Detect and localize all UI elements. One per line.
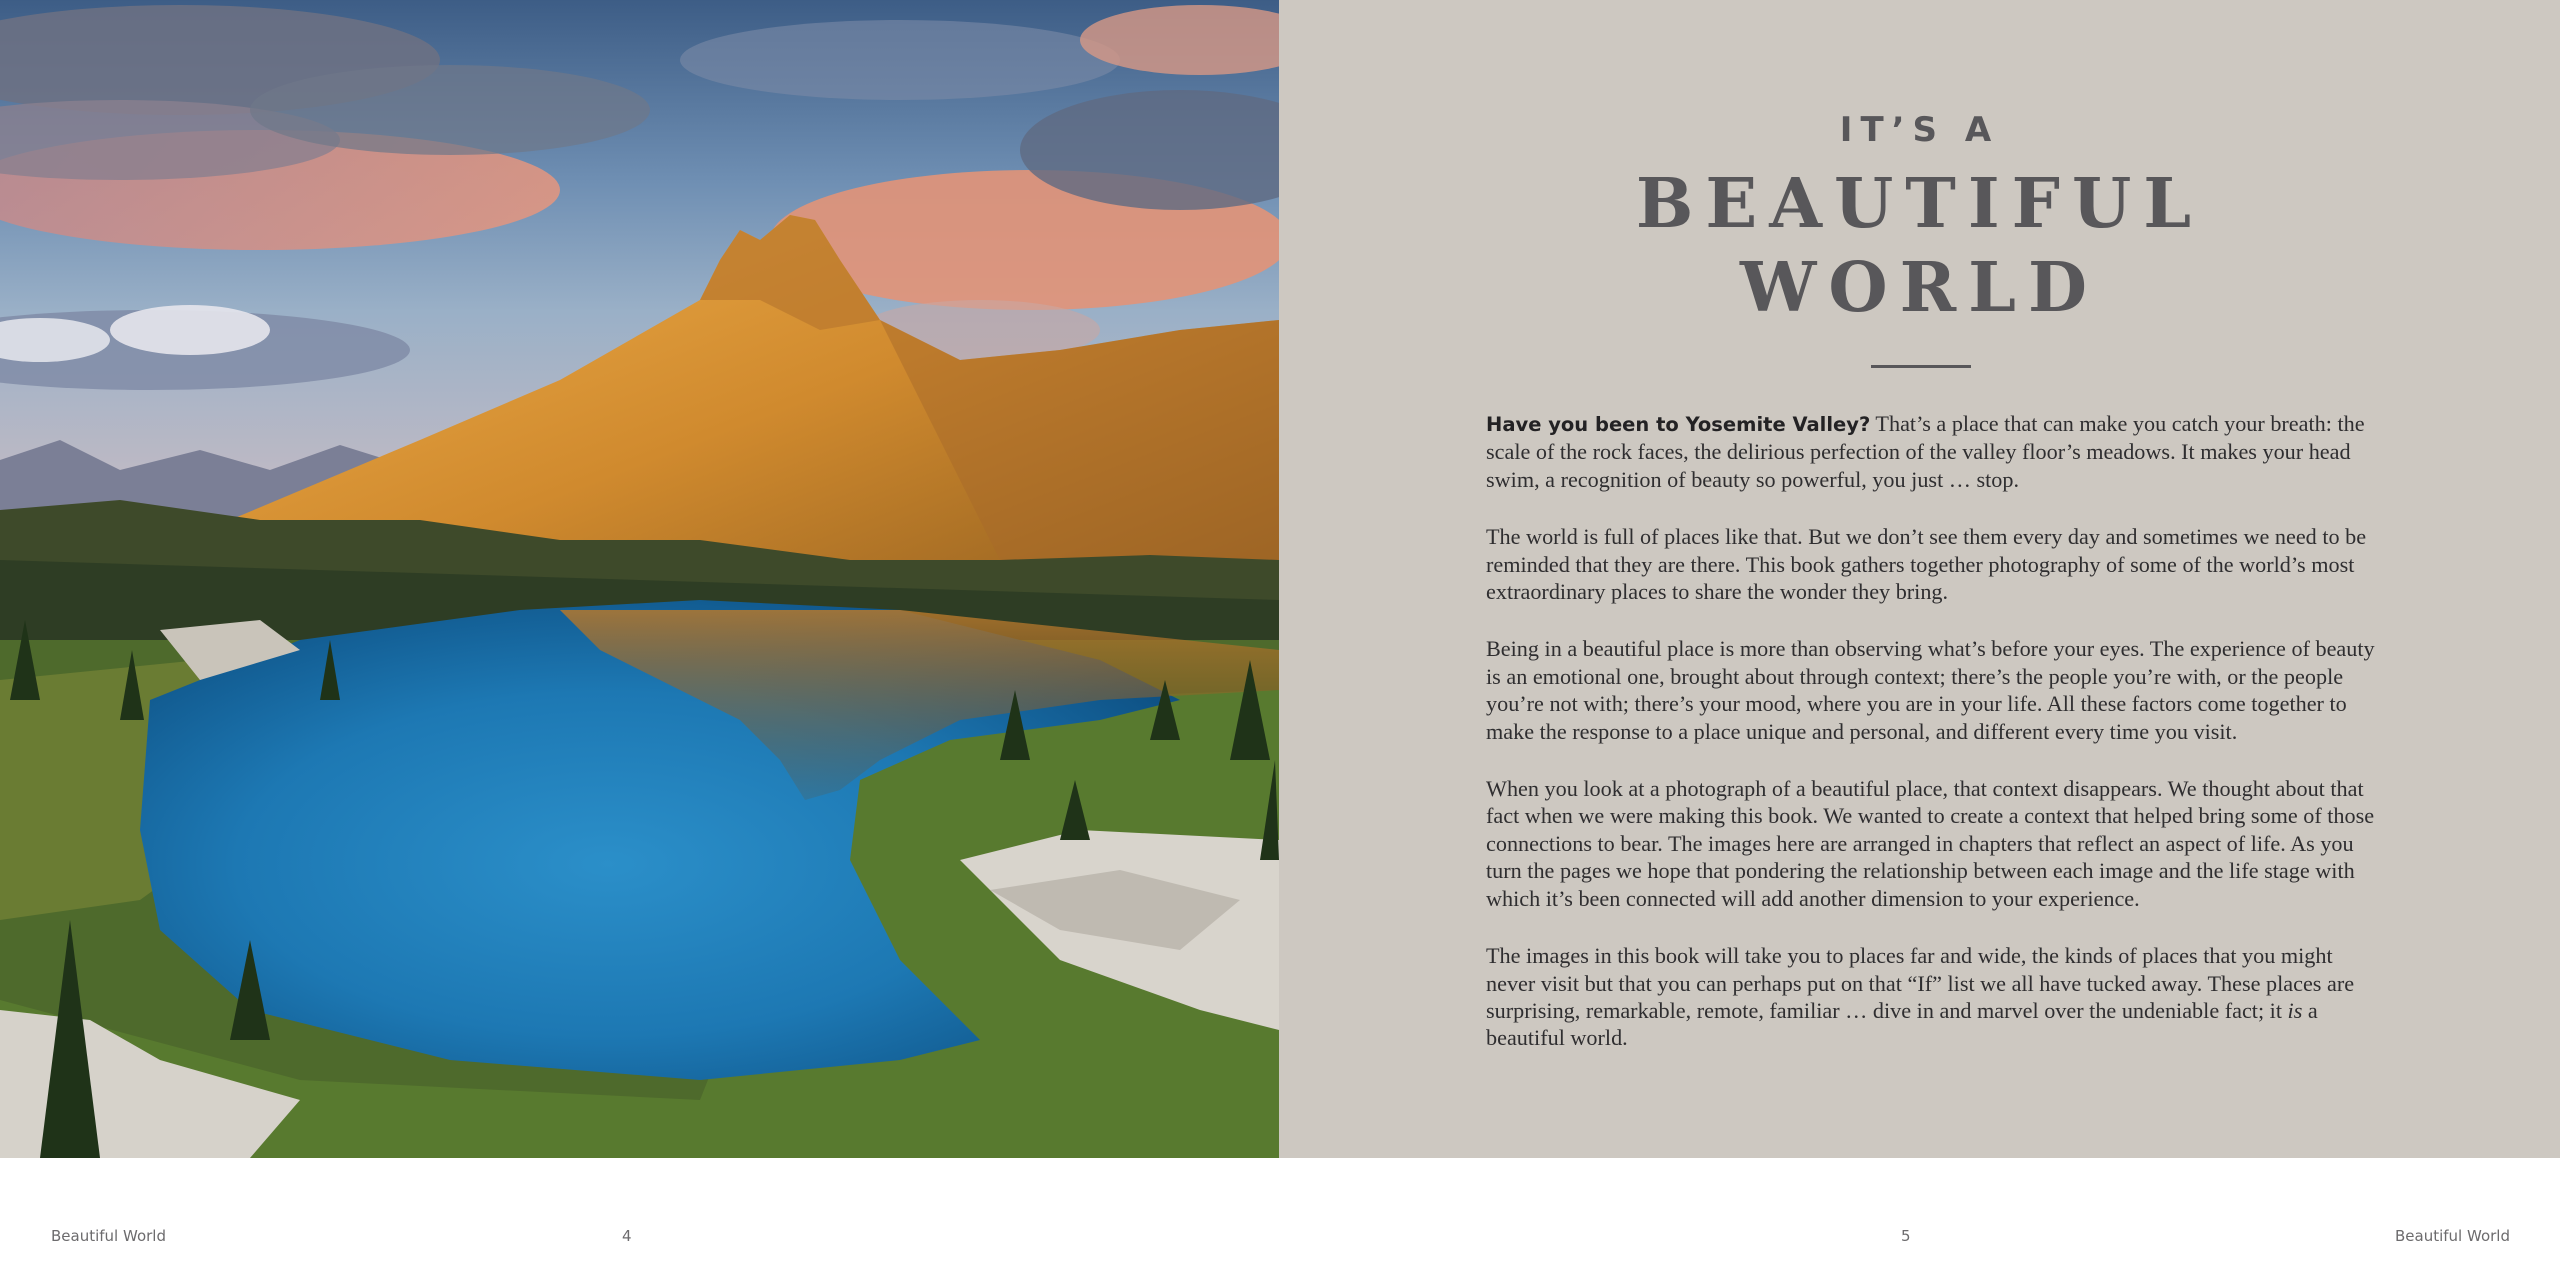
- text-page: [1279, 0, 2560, 1158]
- paragraph-4: When you look at a photograph of a beautiful place, that context disappears. We thought about that fact when we were making this book. We wanted to create a context that helped bring some of those connections to bear. The images here are arranged in chapters that reflect an aspect of life. As you turn the pages we hope that pondering the relationship between each image and the life stage with which it’s been connected will add another dimension to your experience.: [1486, 776, 2375, 911]
- paragraph-3: Being in a beautiful place is more than observing what’s before your eyes. The experience of beauty is an emotional one, brought about through context; there’s the people you’re with, or the people you’re not with; there’s your mood, where you are in your life. All these factors come together to make the response to a place unique and personal, and different every time you visit.: [1486, 636, 2375, 744]
- right-page-number: 5: [1901, 1227, 1911, 1245]
- paragraph-5-text: The images in this book will take you to places far and wide, the kinds of places that you might never visit but that you can perhaps put on that “If” list we all have tucked away. These places are surprising, remarkable, remote, familiar … dive in and marvel over the undeniable fact; it: [1486, 943, 2355, 1023]
- chapter-title: [1279, 162, 2560, 330]
- paragraph-1: [1486, 410, 2386, 493]
- paragraph-5: [1486, 942, 2386, 1052]
- right-footer-title: Beautiful World: [2395, 1227, 2510, 1245]
- title-divider: [1871, 365, 1971, 368]
- paragraph-2: The world is full of places like that. But we don’t see them every day and sometimes we need to be reminded that they are there. This book gathers together photography of some of the world’s most extraordinary places to share the wonder they bring.: [1486, 524, 2367, 605]
- landscape-photo: [0, 0, 1279, 1158]
- title-line-2: WORLD: [1740, 248, 2099, 328]
- left-page-number: 4: [622, 1227, 632, 1245]
- paragraph-5-italic: is: [2287, 997, 2303, 1023]
- paragraph-5-end: a beautiful world.: [1486, 997, 2318, 1051]
- title-line-1: BEAUTIFUL: [1635, 164, 2204, 244]
- body-text: [1486, 410, 2386, 1082]
- paragraph-1-lead: Have you been to Yosemite Valley?: [1486, 413, 1871, 436]
- left-footer-title: Beautiful World: [51, 1227, 166, 1245]
- chapter-kicker: IT’S A: [1839, 110, 2000, 150]
- paragraph-1-text: That’s a place that can make you catch your breath: the scale of the rock faces, the delirious perfection of the valley floor’s meadows. It makes your head swim, a recognition of beauty so powerful, you just … stop.: [1486, 411, 2365, 492]
